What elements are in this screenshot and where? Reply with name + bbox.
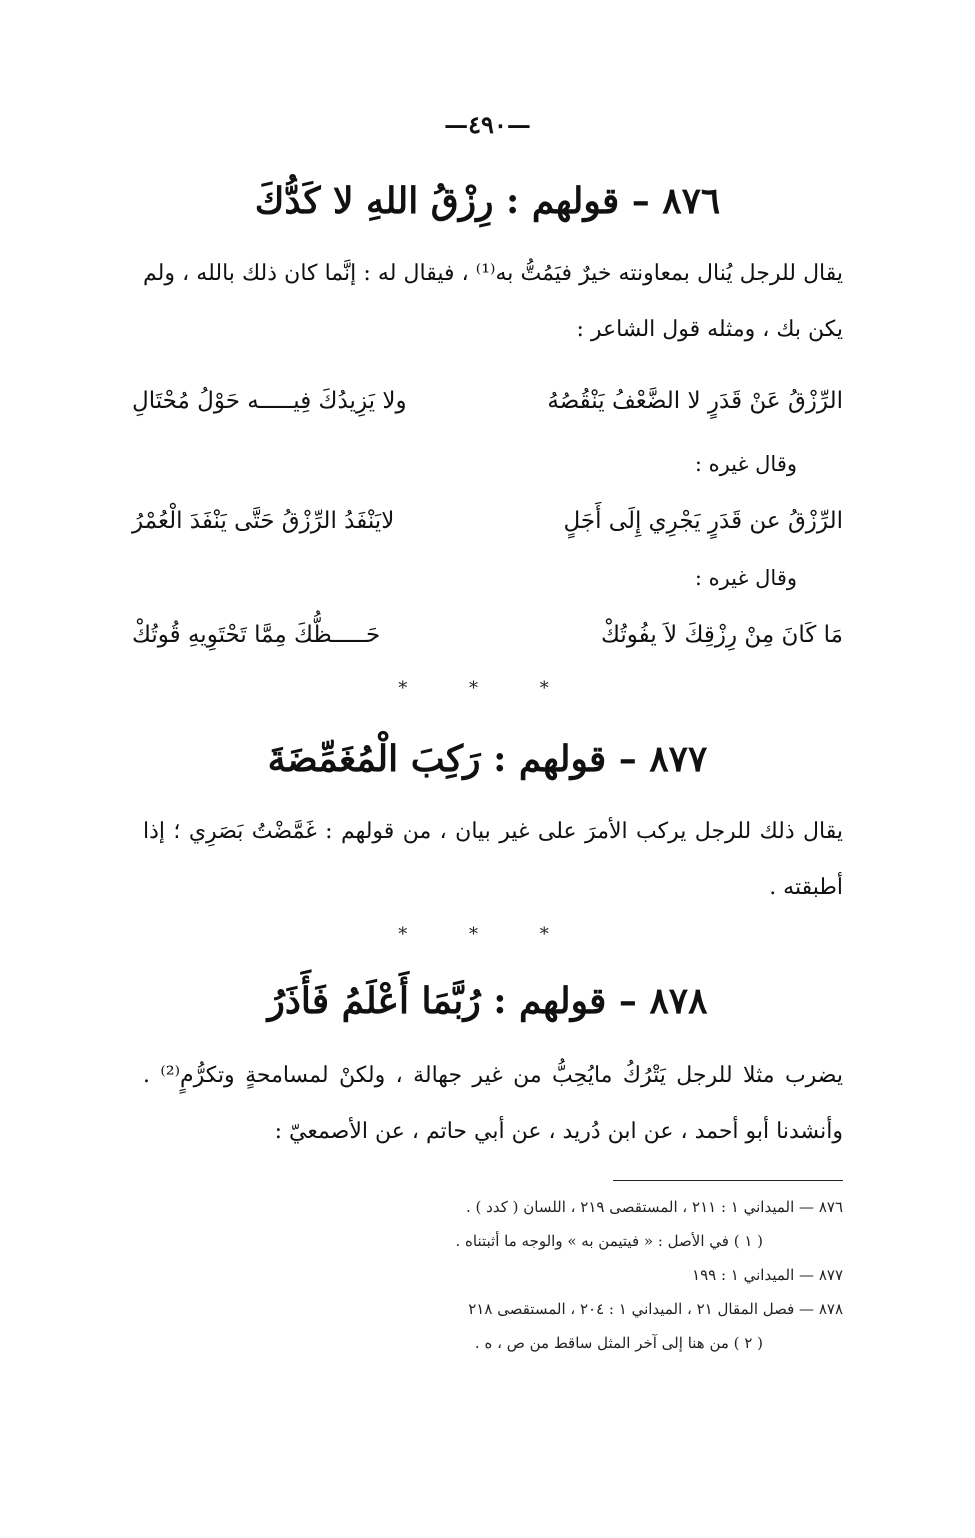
- section-paragraph-878: يضرب مثلا للرجل يَتْرُكُ مايُحِبُّ من غير جهالة ، ولكنْ لمسامحةٍ وتكرُّمٍ⁽²⁾ . وأنشدنا أبو أحمد ، عن ابن دُريد ، عن أبي حاتم ، عن الأصمعيّ :: [143, 1063, 844, 1144]
- footnote-1: ( ١ ) في الأصل : « فيتيمن به » والوجه ما أثبتناه .: [455, 1232, 763, 1250]
- footnote-876: ٨٧٦ — الميداني ١ : ٢١١ ، المستقصى ٢١٩ ، اللسان ( كدد ) .: [466, 1198, 843, 1216]
- verse-line-3: [132, 622, 843, 648]
- section-heading-878: ٨٧٨ – قولهم : رُبَّمَا أَعْلَمُ فَأَذَرُ: [267, 980, 708, 1022]
- verse-hemistich-right: مَا كَانَ مِنْ رِزْقِكَ لاَ يفُوتُكْ: [601, 622, 843, 648]
- section-heading-877: ٨٧٧ – قولهم : رَكِبَ الْمُغَمِّضَةَ: [267, 738, 708, 780]
- section-separator: * * *: [398, 924, 577, 945]
- verse-hemistich-left: ولا يَزِيدُكَ فِيـــــه حَوْلُ مُحْتَالِ: [132, 388, 407, 414]
- verse-intro-3: وقال غيره :: [694, 566, 797, 590]
- verse-intro-2: وقال غيره :: [694, 452, 797, 476]
- footnote-877: ٨٧٧ — الميداني ١ : ١٩٩: [692, 1266, 843, 1284]
- section-separator: * * *: [398, 678, 577, 699]
- footnote-878: ٨٧٨ — فصل المقال ٢١ ، الميداني ١ : ٢٠٤ ، المستقصى ٢١٨: [468, 1300, 843, 1318]
- footnote-2: ( ٢ ) من هنا إلى آخر المثل ساقط من ص ، ه .: [474, 1334, 763, 1352]
- section-paragraph-877: يقال ذلك للرجل يركب الأمرَ على غير بيان ، من قولهم : غَمَّضْتُ بَصَرِي ؛ إذا أطبقته .: [143, 819, 843, 900]
- verse-line-1: [132, 388, 843, 414]
- page-number: —٤٩٠—: [444, 110, 531, 139]
- section-heading-876: ٨٧٦ – قولهم : رِزْقُ اللهِ لا كَدُّكَ: [254, 180, 721, 222]
- verse-hemistich-left: حَـــــظُّكَ مِمَّا تَحْتَوِيهِ قُوتُكْ: [132, 622, 381, 648]
- verse-hemistich-right: الرِّزْقُ عَنْ قَدَرٍ لا الضَّعْفُ يَنْقُصُهُ: [547, 388, 843, 414]
- verse-hemistich-left: لايَنْفَدُ الرِّزْقُ حَتَّى يَنْفَدَ الْعُمْرُ: [132, 508, 395, 534]
- footnote-divider: [613, 1180, 843, 1181]
- verse-line-2: [132, 508, 843, 534]
- section-paragraph-876: يقال للرجل يُنال بمعاونته خيرٌ فيَمُتُّ به⁽¹⁾ ، فيقال له : إنَّما كان ذلك بالله ، ولم يكن بك ، ومثله قول الشاعر :: [143, 261, 844, 342]
- verse-hemistich-right: الرِّزْقُ عن قَدَرٍ يَجْرِي إِلَى أَجَلٍ: [563, 508, 843, 534]
